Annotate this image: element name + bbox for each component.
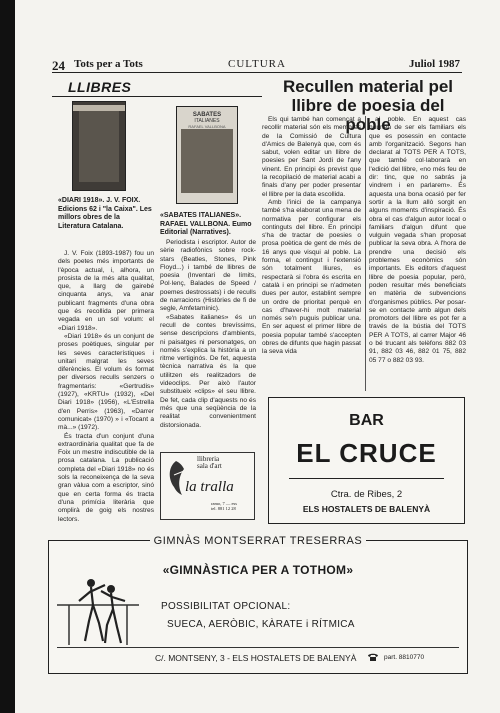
gym-title-text: GIMNÀS MONTSERRAT TRESERRAS — [150, 535, 367, 547]
issue-date: Juliol 1987 — [408, 58, 460, 70]
book-review-1 — [58, 250, 154, 524]
book-cover-diari-1918 — [72, 101, 126, 191]
gym-options: SUECA, AERÒBIC, KÀRATE i RÍTMICA — [167, 619, 355, 630]
bar-ad-rule — [289, 478, 444, 479]
section-rule — [52, 96, 262, 97]
gym-slogan: «GIMNÀSTICA PER A TOTHOM» — [162, 563, 354, 577]
bookstore-type: llibreria — [197, 455, 220, 463]
column-divider — [365, 116, 366, 391]
bar-label: BAR — [349, 412, 384, 429]
bookstore-subtype: sala d'art — [197, 462, 222, 470]
bar-el-cruce-ad — [268, 397, 465, 524]
page-number: 24 — [52, 58, 65, 73]
bar-address: Ctra. de Ribes, 2 — [330, 489, 403, 500]
bookstore-contact — [211, 501, 237, 511]
review-1-paragraph: És tracta d'un conjunt d'una extraordinària qualitat que fa de Foix un mestre indiscutible de la prosa catalana. La publicació completa del «Diari 1918» no és sols la reconeixença de la seva gran vàlua com a escriptor, sinó que en certa forma és tracta d'una primícia literària que omplirà de goig els nostres lectors. — [58, 432, 154, 523]
gym-ad — [48, 535, 468, 674]
section-name: CULTURA — [228, 58, 286, 70]
article-column-2 — [369, 116, 466, 365]
bar-town: ELS HOSTALETS DE BALENYÀ — [302, 504, 431, 514]
book-caption-2: «SABATES ITALIANES». RAFAEL VALLBONA. Eumo Editorial (Narratives). — [160, 212, 252, 237]
review-1-paragraph: J. V. Foix (1893-1987) fou un dels poetes més importants de l'època actual, i, alhora, un prosista de la més alta qualitat, que, a llarg de gairebé cinquanta anys, va anar publicant fragments d'una obra que és recollida per primera vegada en un sol volum: el «Diari 1918». — [58, 250, 154, 332]
section-title: LLIBRES — [68, 79, 132, 95]
gym-title — [49, 535, 467, 547]
book-caption-1: «DIARI 1918». J. V. FOIX. Edicions 62 i "la Caixa". Les millors obres de la Literatura Catalana. — [58, 197, 152, 230]
page-binding-edge — [0, 0, 15, 713]
article-paragraph: Amb l'inici de la campanya també s'ha elaborat una mena de normativa per configurar els continguts del llibre. En principi s'ha de tractar de poesies o prosa poètica de gent de més de 16 anys que visqui al poble. La forma, el contingut i l'extensió són totalment lliures, es respectarà si l'obra és escrita en català i en principi se n'admeten dues per autor, establint sempre un ordre de prioritat perquè en cas d'haver-hi molt material només se'n puguis publicar una. En ser aquest el primer llibre de poesia popular també s'accepten obres de difunts que hagin passat la seva vida — [262, 198, 361, 356]
gym-option-label: POSSIBILITAT OPCIONAL: — [161, 601, 291, 612]
review-2-paragraph: «Sabates italianes» és un recull de contes brevíssims, sense descripcions d'ambients, ni paisatges ni personatges, on només s'explica la història a un ritme vertiginós. De fet, aquesta tècnica narrativa és la que utilitzen els realitzadors de videoclips. Per això l'autor substitueix «clips» el seu llibre. De fet, cada clip d'aquests no és més que una seqüència de la realitat convenientment distorsionada. — [160, 313, 256, 429]
phone-icon — [367, 652, 379, 662]
publication-name: Tots per a Tots — [74, 58, 143, 70]
bookstore-address: ramo, 7 — ess — [211, 501, 237, 506]
gym-ad-rule — [57, 647, 459, 648]
book-review-2 — [160, 239, 256, 430]
review-1-paragraph: «Diari 1918» és un conjunt de proses poètiques, singular per les seves característiques i unitari malgrat les seves diferències. El volum és format per diversos reculls senzers o fragmentaris: «Gertrudis» (1927), «KRTU» (1932), «Del Diari 1918» (1956), «L'Estrella d'en Perris» (1963), «Darrer comunicat» (1970) » i «Tocant a mà...» (1972). — [58, 332, 154, 432]
bookstore-phone: tel. 881 12 28 — [211, 506, 236, 511]
bookstore-line-1 — [197, 456, 222, 470]
bookstore-ad — [160, 452, 255, 520]
article-column-1 — [262, 116, 361, 357]
gym-phone: part. 8810770 — [384, 654, 425, 661]
dancers-illustration-icon — [55, 571, 141, 646]
book-cover-sabates-italianes — [176, 106, 238, 204]
article-paragraph: Els qui també han començat a recollir material són els membres de la Comissió de Cultura d'Amics de Balenyà que, com és sabut, volen editar un llibre de poesies per Sant Jordi de l'any vinent. En principi és previst que la recopilació de material acabi a finals d'any per poder presentar el llibre per la data escollida. — [262, 116, 361, 198]
bar-name: EL CRUCE — [296, 438, 437, 468]
article-paragraph: al poble. En aquest cas haurien de ser els familiars els que es posessin en contacte amb l'organització. Segons han declarat al TOTS PER A TOTS, que també col·laborarà en l'edició del llibre, «no més feu de dir: tinc, que no sabrás ja vindrem i en parlarem». És aquesta una bona ocasió per fer sortir a la llum allò sorgit en alguns moments d'inspiració. És obra el cas d'algun autor local o familiars d'algun difunt que vulguin vegada s'han proposat publicar la seva obra. A l'hora de prendre una decisió els problemes econòmics són importants. Els editors d'aquest llibre de poesia popular, però, poden resultar més beneficiats en matèria de subvencions d'organismes públics. Per posar-se en contacte amb algun dels promotors del llibre es pot fer a través de la bústia del TOTS PER A TOTS, al carrer Major 46 o bé trucant als telèfons 882 03 91, 882 03 46, 882 01 75, 882 05 77 o 882 03 93. — [369, 116, 466, 364]
book-cover-subtitle: ITALIANES — [194, 118, 220, 124]
article-headline: Recullen material pel llibre de poesia del poble — [282, 77, 454, 134]
review-2-paragraph: Periodista i escriptor. Autor de sèrie radiofònics sobre rock-stars (Beatles, Stones, Pink Floyd...) i també de llibres de poesia (Inventari de límits, Pol·lenç, Balades de Speed / poemes destrossats) i de reculls de narracions (Històries de fi de segle, Amfetamínic). — [160, 239, 256, 313]
page-header — [52, 58, 462, 73]
book-cover-author: RAFAEL VALLBONA — [188, 124, 226, 129]
bookstore-name: la tralla — [185, 479, 234, 495]
gym-address: C/. MONTSENY, 3 - ELS HOSTALETS DE BALENYÀ — [155, 653, 357, 663]
book-cover-title: SABATES — [192, 112, 222, 118]
